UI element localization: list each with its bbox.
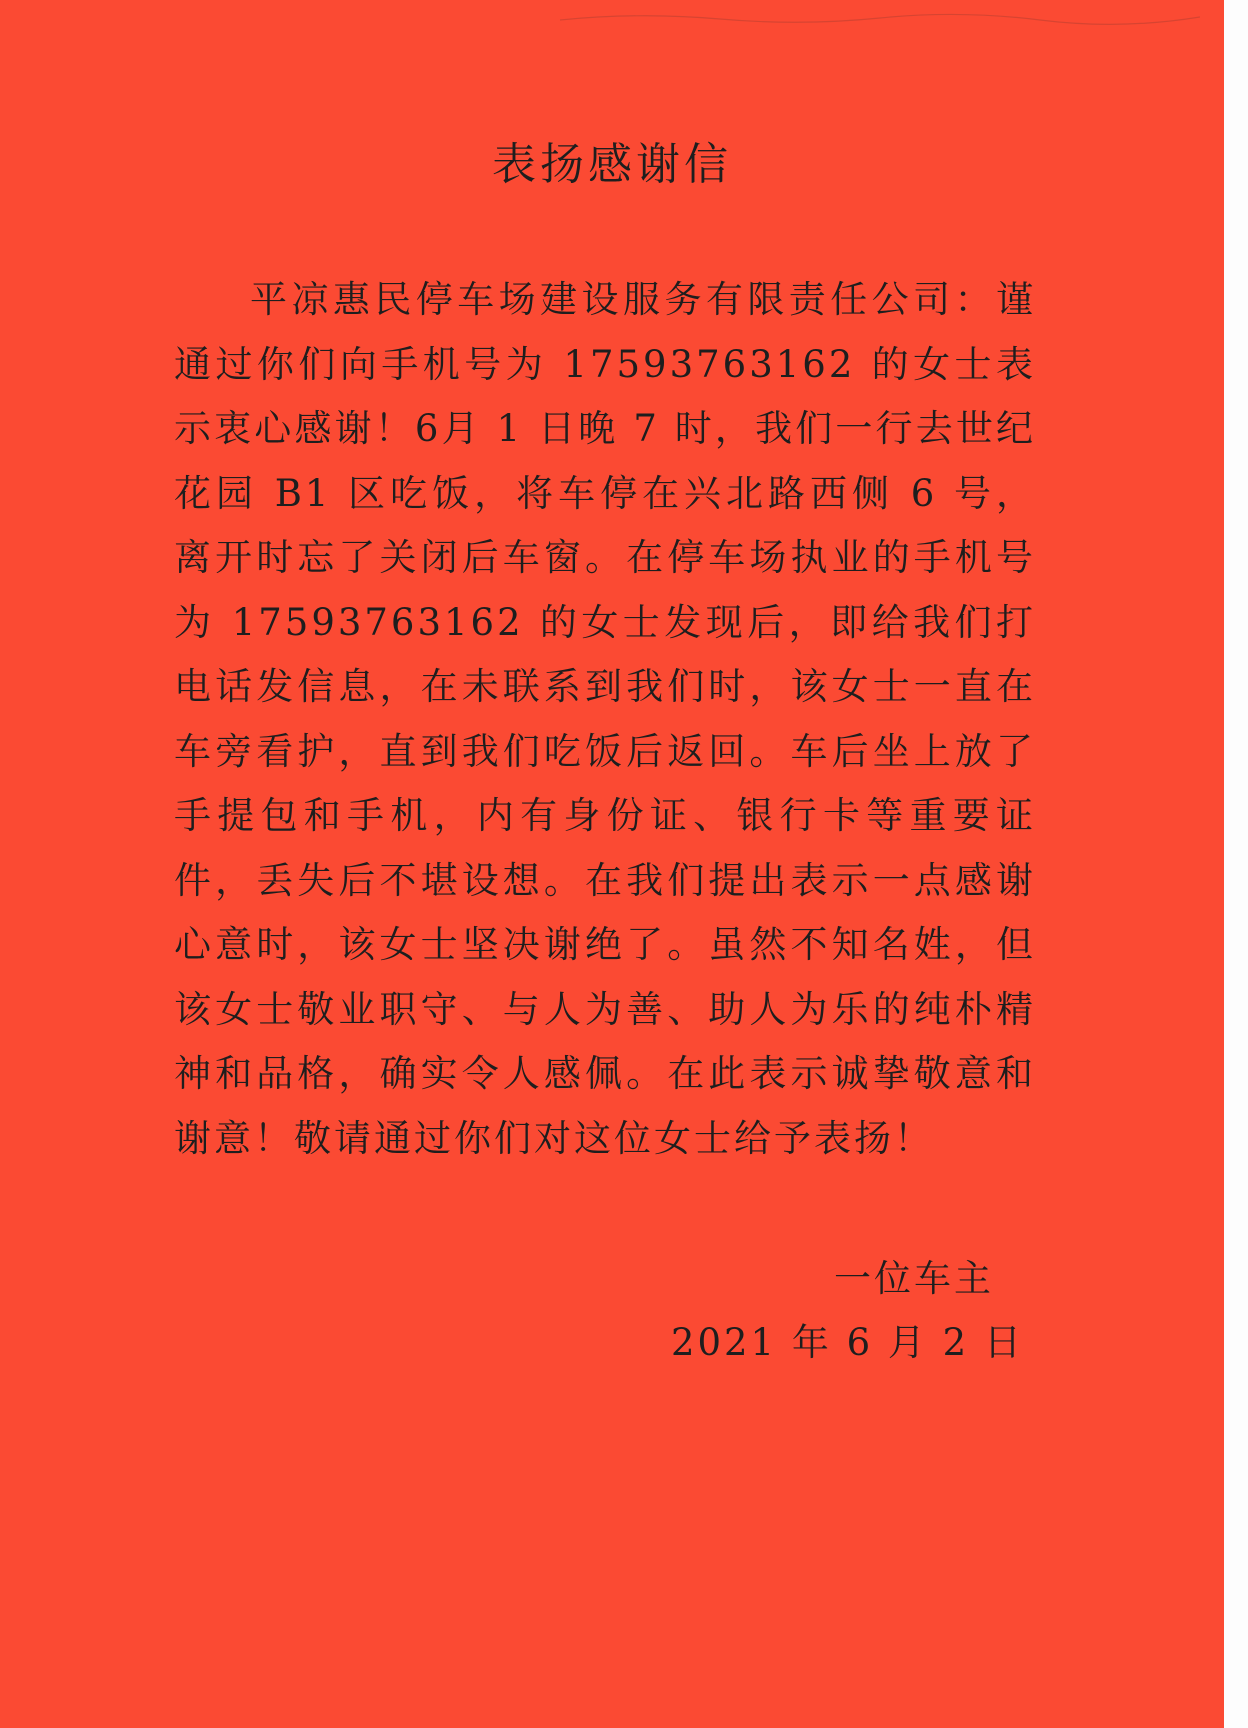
letter-date: 2021 年 6 月 2 日 <box>670 1321 1024 1364</box>
page-margin-strip <box>1224 0 1248 1728</box>
letter-signer: 一位车主 <box>834 1257 994 1300</box>
scan-artifact <box>560 8 1200 30</box>
letter-title: 表扬感谢信 <box>492 139 732 190</box>
letter-body: 平凉惠民停车场建设服务有限责任公司：谨通过你们向手机号为 17593763162 的女士表示衷心感谢！6月 1 日晚 7 时，我们一行去世纪花园 B1 区吃饭，将车停在兴北路西侧 6 号，离开时忘了关闭后车窗。在停车场执业的手机号为 17593763162 的女士发现后，即给我们打电话发信息，在未联系到我们时，该女士一直在车旁看护，直到我们吃饭后返回。车后坐上放了手提包和手机，内有身份证、银行卡等重要证件，丢失后不堪设想。在我们提出表示一点感谢心意时，该女士坚决谢绝了。虽然不知名姓，但该女士敬业职守、与人为善、助人为乐的纯朴精神和品格，确实令人感佩。在此表示诚挚敬意和谢意！敬请通过你们对这位女士给予表扬！ <box>174 278 1036 1160</box>
